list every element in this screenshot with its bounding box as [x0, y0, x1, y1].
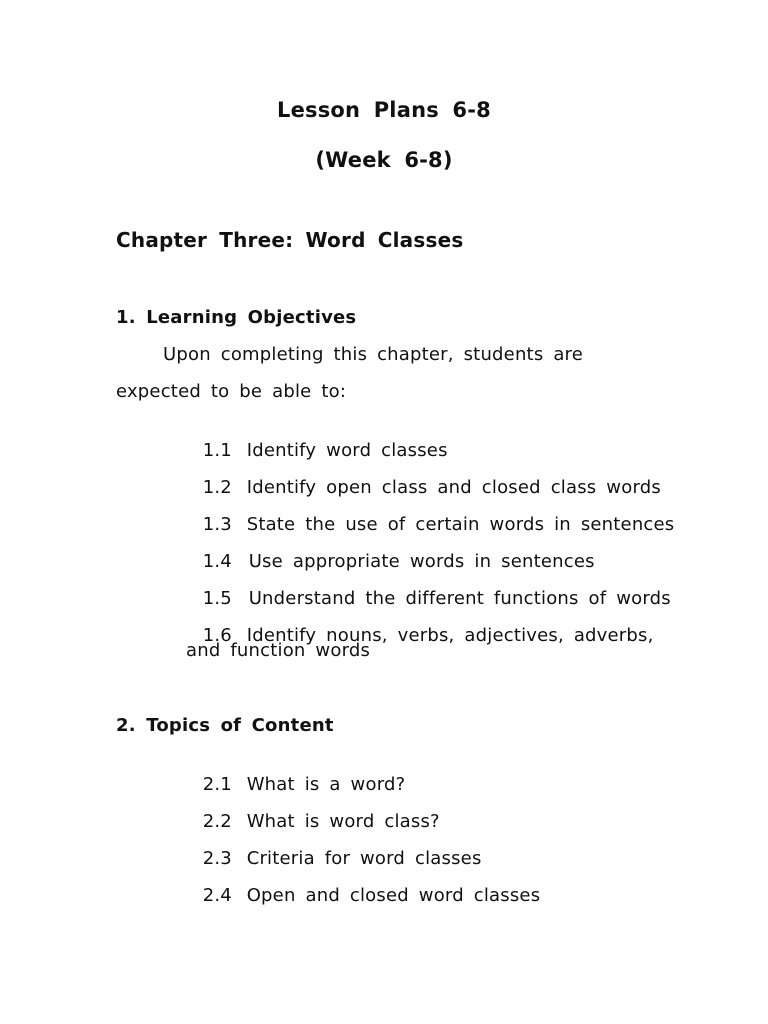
objective-number: 1.4 [202, 551, 232, 572]
objective-item-continuation: and function words [186, 640, 371, 661]
topic-text: Criteria for word classes [246, 848, 482, 869]
objective-text: State the use of certain words in sentences [246, 514, 675, 535]
document-title: Lesson Plans 6-8 [277, 98, 491, 122]
objective-text: Use appropriate words in sentences [248, 551, 595, 572]
intro-text-line-1: Upon completing this chapter, students are [163, 344, 584, 365]
topic-text: What is a word? [246, 774, 406, 795]
objective-text: Identify open class and closed class words [246, 477, 661, 498]
objective-number: 1.1 [202, 440, 232, 461]
topic-text: Open and closed word classes [246, 885, 541, 906]
objective-number: 1.3 [202, 514, 232, 535]
objective-text: Understand the different functions of words [248, 588, 671, 609]
topic-number: 2.4 [202, 885, 232, 906]
topic-text: What is word class? [246, 811, 440, 832]
chapter-heading: Chapter Three: Word Classes [116, 228, 464, 252]
topic-item [163, 863, 540, 929]
intro-text-line-2: expected to be able to: [116, 381, 347, 402]
objective-text: Identify nouns, verbs, adjectives, adverbs, [246, 625, 654, 646]
objective-number: 1.5 [202, 588, 232, 609]
document-subtitle: (Week 6-8) [315, 148, 453, 172]
objective-number: 1.6 [202, 625, 232, 646]
topic-number: 2.1 [202, 774, 232, 795]
section-heading-learning-objectives: 1. Learning Objectives [116, 307, 357, 328]
objective-text: Identify word classes [246, 440, 448, 461]
section-heading-topics-of-content: 2. Topics of Content [116, 715, 334, 736]
objective-number: 1.2 [202, 477, 232, 498]
topic-number: 2.2 [202, 811, 232, 832]
topic-number: 2.3 [202, 848, 232, 869]
